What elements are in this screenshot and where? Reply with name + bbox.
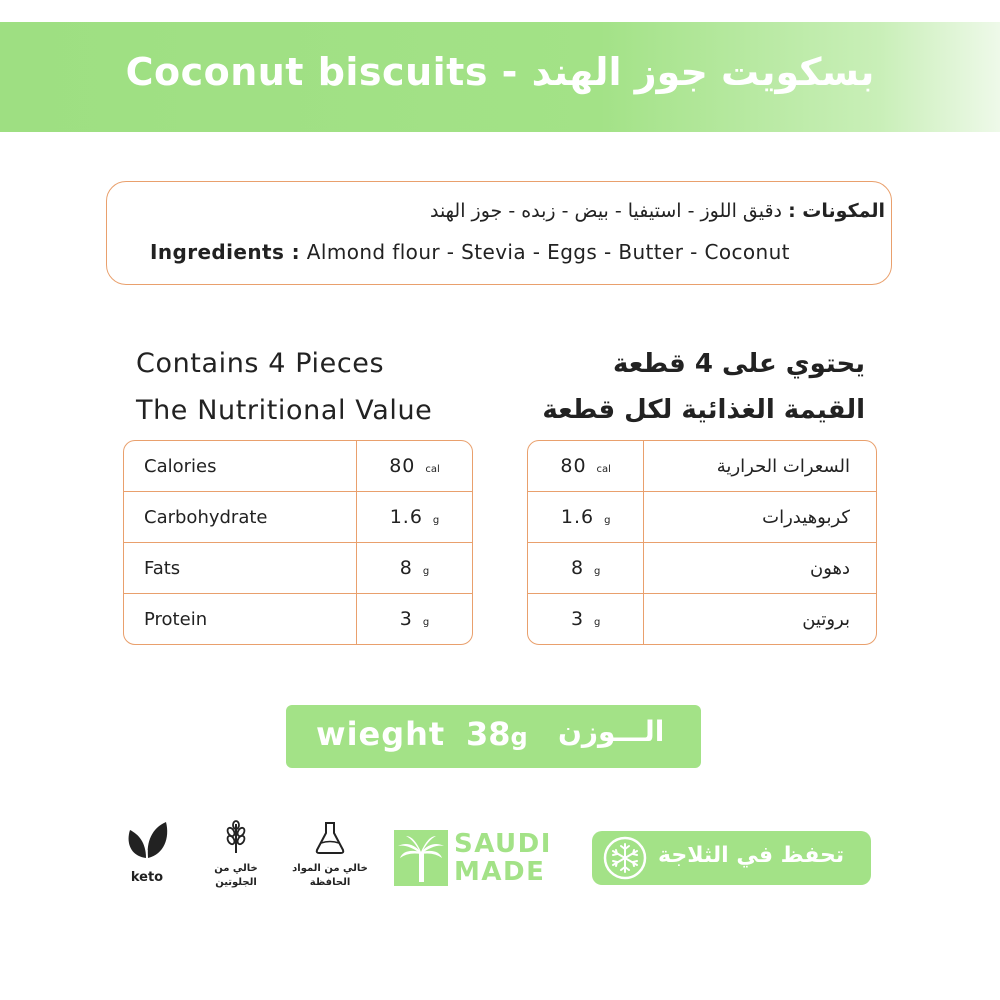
nutrient-value: 8: [399, 557, 413, 579]
ingredients-english: [150, 240, 790, 264]
preservative-free-line2: الحافظة: [309, 877, 351, 888]
nutrient-unit: cal: [596, 464, 611, 475]
nutrient-value-cell: [528, 441, 644, 492]
table-row: [124, 594, 472, 644]
table-row: [528, 543, 876, 594]
nutrient-value: 3: [570, 608, 585, 630]
ingredients-english-label: Ingredients :: [150, 240, 301, 264]
saudi-made-line2: MADE: [454, 857, 546, 887]
ingredients-arabic-text: دقيق اللوز - استيفيا - بيض - زبده - جوز الهند: [429, 200, 783, 222]
saudi-made-logo: [394, 830, 554, 886]
gluten-free-line2: الجلوتين: [215, 877, 257, 888]
product-title: Coconut biscuits - بسكويت جوز الهند: [125, 50, 875, 94]
saudi-made-text: [454, 830, 552, 886]
ingredients-english-text: Almond flour - Stevia - Eggs - Butter - Coconut: [306, 240, 790, 264]
gluten-free-line1: خالي من: [214, 863, 258, 874]
nutrient-value-cell: [528, 594, 644, 644]
nutrient-value: 1.6: [389, 506, 423, 528]
weight-label-ar: الـــوزن: [558, 715, 665, 748]
nutrient-value: 3: [399, 608, 413, 630]
nutrient-label: Protein: [144, 608, 208, 630]
nutrition-table-en: [123, 440, 473, 645]
nutrient-label: Calories: [124, 441, 356, 492]
nutrient-value-cell: [356, 441, 472, 492]
nutrient-label-ar: كربوهيدرات: [644, 492, 876, 543]
nutrient-value-cell: [356, 543, 472, 594]
ingredients-arabic-label: المكونات :: [788, 200, 885, 222]
table-row: [124, 441, 472, 492]
table-row: [124, 492, 472, 543]
ingredients-arabic: [430, 200, 885, 222]
nutrient-unit: g: [432, 515, 440, 526]
nutrient-value-cell: [528, 543, 644, 594]
nutrient-unit: g: [594, 566, 601, 577]
nutrition-heading-ar: القيمة الغذائية لكل قطعة: [542, 395, 865, 425]
nutrient-value-cell: [528, 492, 644, 543]
ingredients-box: [106, 181, 892, 285]
nutrient-value-cell: [356, 492, 472, 543]
pieces-heading-ar: يحتوي على 4 قطعة: [613, 349, 865, 379]
nutrient-label-ar: بروتين: [802, 608, 850, 630]
weight-label-en: wieght: [316, 715, 446, 753]
keto-badge: [124, 820, 170, 890]
nutrient-label-ar: دهون: [644, 543, 876, 594]
nutrient-unit: cal: [425, 464, 440, 475]
gluten-free-badge: [205, 820, 267, 895]
nutrient-value: 80: [389, 455, 416, 477]
flask-icon: [292, 820, 368, 854]
pieces-heading-en: Contains 4 Pieces: [136, 348, 385, 379]
keep-refrigerated-text: تحفظ في الثلاجة: [658, 843, 845, 868]
weight-badge: [286, 705, 701, 768]
keep-refrigerated-badge: [592, 831, 871, 885]
nutrient-value: 8: [570, 557, 585, 579]
table-row: [124, 543, 472, 594]
nutrient-value: 1.6: [560, 506, 595, 528]
weight-number: 38: [466, 715, 511, 753]
snowflake-icon: [602, 835, 648, 881]
palm-tree-icon: [394, 830, 448, 886]
nutrient-unit: g: [604, 515, 611, 526]
nutrition-heading-en: The Nutritional Value: [136, 395, 433, 426]
wheat-icon: [205, 820, 267, 854]
nutrient-label: Carbohydrate: [124, 492, 356, 543]
table-row: [528, 492, 876, 543]
nutrient-label: Fats: [124, 543, 356, 594]
nutrient-unit: g: [594, 617, 601, 628]
keto-label: keto: [130, 870, 164, 885]
nutrient-unit: g: [422, 617, 430, 628]
preservative-free-badge: [292, 820, 368, 895]
nutrient-value: 80: [560, 455, 587, 477]
leaf-icon: [124, 820, 170, 860]
nutrient-label-ar: السعرات الحرارية: [644, 441, 876, 492]
nutrition-table-ar: [527, 440, 877, 645]
saudi-made-line1: SAUDI: [454, 829, 552, 859]
table-row: [528, 594, 876, 644]
table-row: [528, 441, 876, 492]
preservative-free-line1: خالي من المواد: [292, 863, 368, 874]
nutrient-value-cell: [356, 594, 472, 644]
weight-unit: g: [510, 723, 528, 751]
weight-value: [466, 715, 528, 753]
nutrient-unit: g: [422, 566, 430, 577]
